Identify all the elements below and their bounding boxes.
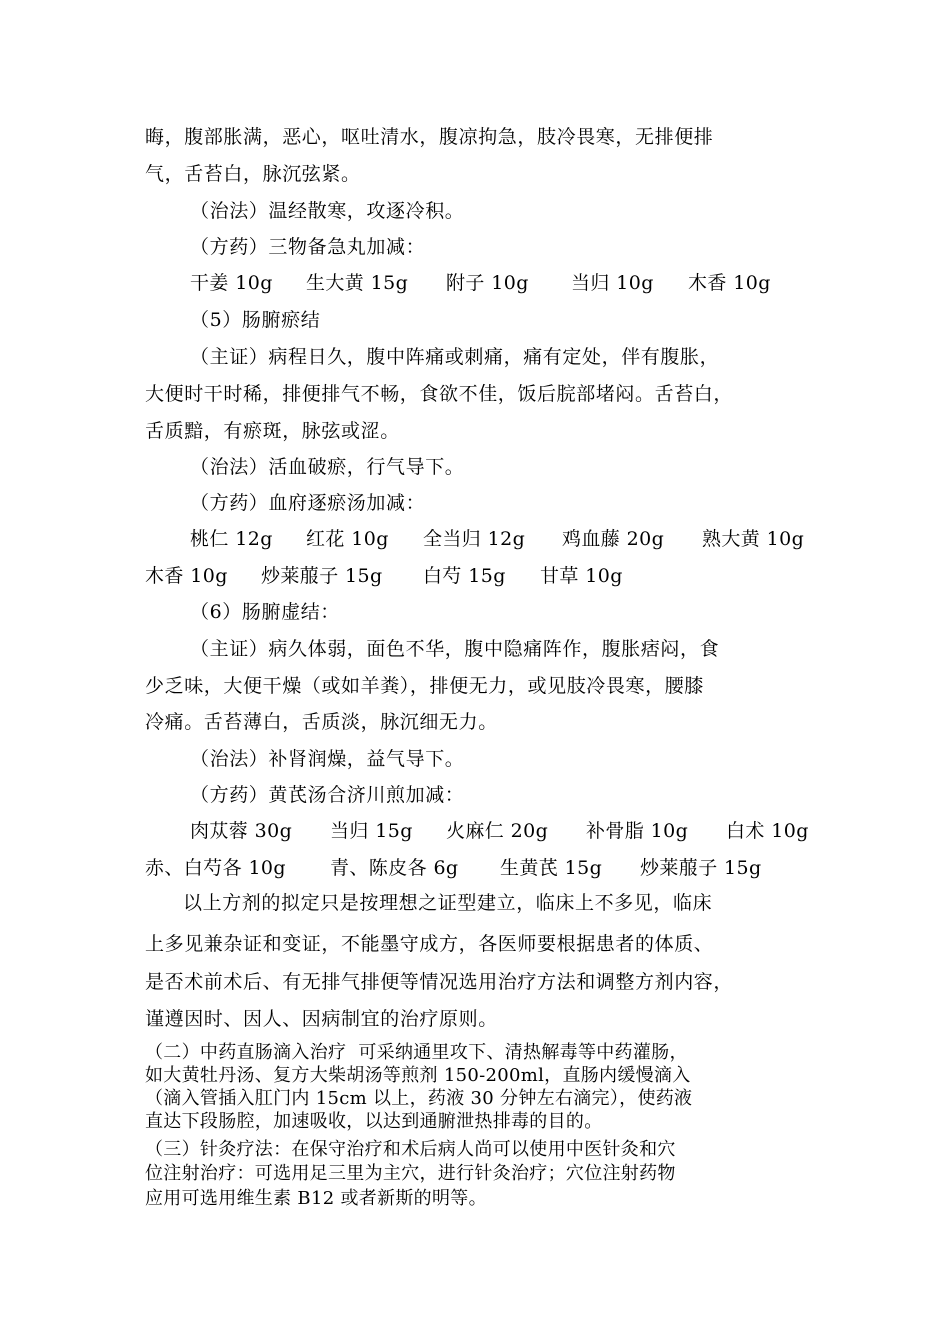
formula-title: （方药）三物备急丸加减： [190,236,426,258]
symptom-line: （主证）病久体弱，面色不华，腹中隐痛阵作，腹胀痞闷，食 [190,638,720,660]
herb-item: 炒莱菔子 15g [261,565,383,587]
section-heading: （5）肠腑瘀结 [190,309,321,331]
enema-line: （二）中药直肠滴入治疗 可采纳通里攻下、清热解毒等中药灌肠， [145,1042,688,1063]
summary-line: 以上方剂的拟定只是按理想之证型建立，临床上不多见，临床 [183,892,713,914]
treatment-method: （治法）活血破瘀，行气导下。 [190,456,465,478]
formula-title: （方药）黄芪汤合济川煎加减： [190,784,465,806]
herb-item: 木香 10g [688,272,771,294]
herb-item: 炒莱菔子 15g [640,857,762,879]
enema-line: 直达下段肠腔，加速吸收，以达到通腑泄热排毒的目的。 [145,1111,603,1132]
herb-item: 熟大黄 10g [702,528,805,550]
herb-item: 青、陈皮各 6g [330,857,459,879]
summary-line: 是否术前术后、有无排气排便等情况选用治疗方法和调整方剂内容， [145,971,734,993]
herb-item: 红花 10g [306,528,389,550]
summary-line: 上多见兼杂证和变证，不能墨守成方，各医师要根据患者的体质、 [145,933,714,955]
herb-item: 补骨脂 10g [586,820,689,842]
herb-item: 鸡血藤 20g [562,528,665,550]
treatment-method: （治法）补肾润燥，益气导下。 [190,748,465,770]
summary-line: 谨遵因时、因人、因病制宜的治疗原则。 [145,1008,498,1030]
symptom-line: （主证）病程日久，腹中阵痛或刺痛，痛有定处，伴有腹胀， [190,346,720,368]
herb-item: 生黄芪 15g [500,857,603,879]
herb-item: 干姜 10g [190,272,273,294]
herb-item: 当归 15g [330,820,413,842]
herb-item: 火麻仁 20g [446,820,549,842]
acupuncture-line: 位注射治疗：可选用足三里为主穴，进行针灸治疗；穴位注射药物 [145,1163,676,1184]
symptom-line: 少乏味，大便干燥（或如羊粪），排便无力，或见肢冷畏寒，腰膝 [145,675,704,697]
acupuncture-line: 应用可选用维生素 B12 或者新斯的明等。 [145,1188,487,1209]
herb-item: 桃仁 12g [190,528,273,550]
treatment-method: （治法）温经散寒，攻逐冷积。 [190,200,465,222]
herb-item: 白术 10g [726,820,809,842]
enema-line: 如大黄牡丹汤、复方大柴胡汤等煎剂 150-200ml，直肠内缓慢滴入 [145,1065,691,1086]
paragraph-line: 气，舌苔白，脉沉弦紧。 [145,163,361,185]
symptom-line: 冷痛。舌苔薄白，舌质淡，脉沉细无力。 [145,711,498,733]
herb-item: 白芍 15g [423,565,506,587]
herb-item: 肉苁蓉 30g [190,820,293,842]
acupuncture-line: （三）针灸疗法：在保守治疗和术后病人尚可以使用中医针灸和穴 [145,1139,676,1160]
herb-item: 赤、白芍各 10g [145,857,286,879]
symptom-line: 舌质黯，有瘀斑，脉弦或涩。 [145,420,400,442]
herb-item: 全当归 12g [423,528,526,550]
herb-item: 附子 10g [446,272,529,294]
paragraph-line: 晦，腹部胀满，恶心，呕吐清水，腹凉拘急，肢冷畏寒，无排便排 [145,126,714,148]
herb-item: 生大黄 15g [306,272,409,294]
section-heading: （6）肠腑虚结： [190,601,340,623]
symptom-line: 大便时干时稀，排便排气不畅，食欲不佳，饭后脘部堵闷。舌苔白， [145,383,734,405]
herb-item: 当归 10g [571,272,654,294]
enema-line: （滴入管插入肛门内 15cm 以上，药液 30 分钟左右滴完），使药液 [145,1088,693,1109]
herb-item: 甘草 10g [540,565,623,587]
herb-item: 木香 10g [145,565,228,587]
formula-title: （方药）血府逐瘀汤加减： [190,492,426,514]
